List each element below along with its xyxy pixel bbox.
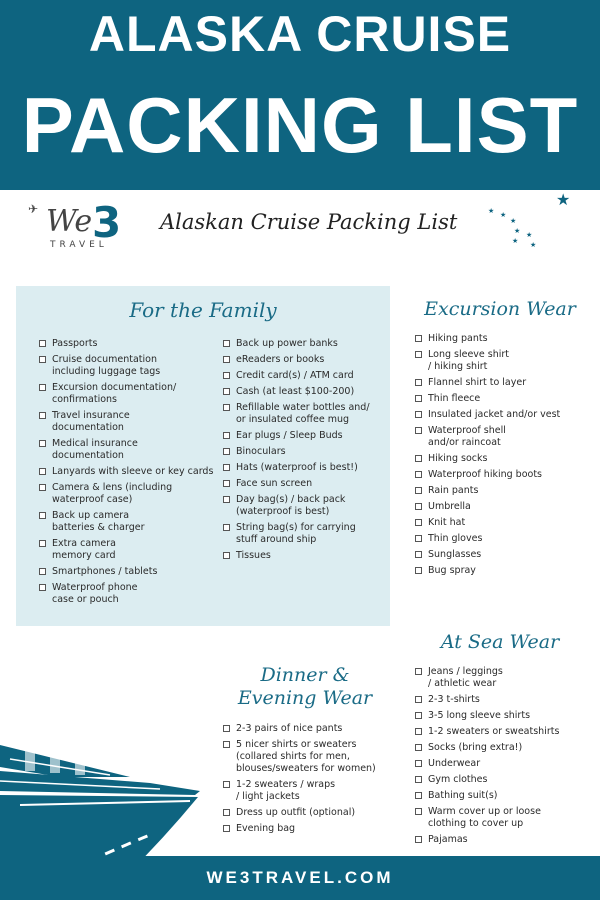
checklist-item-label: 2-3 pairs of nice pants	[236, 723, 343, 734]
checklist-item-label: Gym clothes	[428, 774, 488, 785]
checklist-item-label: Waterproof hiking boots	[428, 469, 542, 480]
checklist-item	[415, 710, 595, 722]
checkbox-icon	[415, 744, 422, 751]
checkbox-icon	[39, 568, 46, 575]
checkbox-icon	[223, 809, 230, 816]
checklist-item-label: Refillable water bottles and/ or insulated coffee mug	[236, 402, 370, 425]
checklist-item-label: Sunglasses	[428, 549, 482, 560]
checklist-item	[415, 565, 595, 577]
excursion-list	[415, 333, 595, 581]
dinner-list	[223, 723, 403, 839]
checklist-item	[415, 469, 595, 481]
checkbox-icon	[223, 496, 230, 503]
checklist-item	[415, 742, 595, 754]
checklist-item-label: Passports	[52, 338, 98, 349]
star-icon: ★	[510, 217, 517, 225]
checklist-item	[223, 522, 383, 546]
checkbox-icon	[39, 540, 46, 547]
checklist-item	[39, 510, 219, 534]
checklist-item-label: Jeans / leggings / athletic wear	[428, 666, 503, 689]
checklist-item-label: Rain pants	[428, 485, 479, 496]
checklist-item-label: Binoculars	[236, 446, 286, 457]
checklist-item-label: 1-2 sweaters / wraps / light jackets	[236, 779, 336, 802]
checklist-item-label: Excursion documentation/ confirmations	[52, 382, 177, 405]
checklist-item	[39, 382, 219, 406]
checkbox-icon	[223, 340, 230, 347]
checkbox-icon	[415, 776, 422, 783]
checklist-item-label: 2-3 t-shirts	[428, 694, 480, 705]
checklist-item-label: eReaders or books	[236, 354, 325, 365]
checklist-item-label: Thin gloves	[428, 533, 483, 544]
checklist-item	[415, 533, 595, 545]
logo-three: 3	[92, 198, 122, 247]
checklist-item-label: Lanyards with sleeve or key cards	[52, 466, 214, 477]
checkbox-icon	[39, 384, 46, 391]
checklist-item	[415, 834, 595, 846]
checklist-item-label: Travel insurance documentation	[52, 410, 130, 433]
checklist-item	[39, 338, 219, 350]
star-icon: ★	[488, 207, 495, 215]
checklist-item-label: Tissues	[236, 550, 271, 561]
checklist-item-label: Pajamas	[428, 834, 468, 845]
checkbox-icon	[39, 440, 46, 447]
dinner-title-line2: Evening Wear	[237, 687, 373, 709]
checklist-item-label: 3-5 long sleeve shirts	[428, 710, 531, 721]
banner-title-line1: ALASKA CRUISE	[88, 6, 512, 62]
checkbox-icon	[223, 448, 230, 455]
checklist-item-label: Cruise documentation including luggage tags	[52, 354, 161, 377]
checklist-item-label: Warm cover up or loose clothing to cover up	[428, 806, 541, 829]
checklist-item-label: Back up power banks	[236, 338, 338, 349]
checklist-item	[223, 462, 383, 474]
checkbox-icon	[415, 728, 422, 735]
checkbox-icon	[39, 356, 46, 363]
checklist-item	[415, 774, 595, 786]
checkbox-icon	[39, 340, 46, 347]
checklist-item-label: Socks (bring extra!)	[428, 742, 523, 753]
checklist-item-label: Insulated jacket and/or vest	[428, 409, 561, 420]
checklist-item	[223, 354, 383, 366]
checklist-item	[415, 453, 595, 465]
checkbox-icon	[39, 468, 46, 475]
document-title: Alaskan Cruise Packing List	[160, 210, 458, 234]
checklist-item-label: Hiking socks	[428, 453, 488, 464]
star-icon: ★	[556, 190, 571, 209]
star-icon: ★	[512, 237, 519, 245]
checklist-item	[223, 494, 383, 518]
checklist-item	[223, 739, 403, 775]
checkbox-icon	[223, 524, 230, 531]
atsea-section-title: At Sea Wear	[440, 631, 560, 653]
checklist-item	[39, 482, 219, 506]
checkbox-icon	[223, 356, 230, 363]
checklist-item	[223, 723, 403, 735]
title-banner	[0, 0, 600, 190]
checkbox-icon	[415, 712, 422, 719]
checkbox-icon	[39, 412, 46, 419]
checklist-item	[415, 758, 595, 770]
checkbox-icon	[223, 552, 230, 559]
checklist-item	[415, 485, 595, 497]
checklist-item	[223, 338, 383, 350]
checklist-item	[415, 694, 595, 706]
checkbox-icon	[223, 372, 230, 379]
airplane-icon: ✈	[28, 202, 39, 216]
excursion-section-title: Excursion Wear	[424, 298, 576, 320]
checklist-item-label: Knit hat	[428, 517, 466, 528]
checklist-item-label: Bathing suit(s)	[428, 790, 498, 801]
checkbox-icon	[415, 808, 422, 815]
checkbox-icon	[415, 836, 422, 843]
family-section-title: For the Family	[129, 298, 277, 322]
checklist-item	[415, 393, 595, 405]
checkbox-icon	[415, 395, 422, 402]
website-url: WE3TRAVEL.COM	[206, 868, 394, 887]
dinner-section-title	[220, 664, 390, 710]
checkbox-icon	[415, 567, 422, 574]
star-icon: ★	[530, 241, 537, 249]
checkbox-icon	[415, 455, 422, 462]
checklist-item	[39, 582, 219, 606]
checkbox-icon	[223, 464, 230, 471]
checklist-item	[39, 566, 219, 578]
checkbox-icon	[223, 725, 230, 732]
checklist-item	[223, 807, 403, 819]
checklist-item-label: Umbrella	[428, 501, 471, 512]
logo-we: We	[46, 204, 93, 239]
family-list-col1	[39, 338, 219, 610]
checklist-item	[415, 549, 595, 561]
checklist-item-label: Face sun screen	[236, 478, 313, 489]
checklist-item	[223, 430, 383, 442]
checklist-item	[415, 349, 595, 373]
checkbox-icon	[223, 388, 230, 395]
checklist-item-label: Medical insurance documentation	[52, 438, 138, 461]
checkbox-icon	[415, 535, 422, 542]
checklist-item	[415, 409, 595, 421]
checklist-item-label: Thin fleece	[428, 393, 481, 404]
checklist-item	[223, 823, 403, 835]
checkbox-icon	[39, 512, 46, 519]
checklist-item-label: Bug spray	[428, 565, 476, 576]
checkbox-icon	[415, 379, 422, 386]
checklist-item	[415, 666, 595, 690]
checklist-item	[223, 386, 383, 398]
checkbox-icon	[415, 471, 422, 478]
star-icon: ★	[514, 227, 521, 235]
checklist-item	[39, 354, 219, 378]
checkbox-icon	[39, 584, 46, 591]
checklist-item-label: Extra camera memory card	[52, 538, 116, 561]
banner-title-line2: PACKING LIST	[21, 81, 579, 169]
checklist-item-label: Waterproof shell and/or raincoat	[428, 425, 506, 448]
checkbox-icon	[415, 487, 422, 494]
checklist-item	[223, 550, 383, 562]
checklist-item	[415, 790, 595, 802]
checklist-item	[223, 402, 383, 426]
checklist-item	[415, 333, 595, 345]
checkbox-icon	[223, 781, 230, 788]
checklist-item-label: Ear plugs / Sleep Buds	[236, 430, 343, 441]
checklist-item-label: String bag(s) for carrying stuff around ship	[236, 522, 356, 545]
checklist-item	[223, 779, 403, 803]
checkbox-icon	[415, 551, 422, 558]
checkbox-icon	[223, 825, 230, 832]
checklist-item-label: Dress up outfit (optional)	[236, 807, 356, 818]
checklist-item	[39, 410, 219, 434]
checklist-item	[223, 478, 383, 490]
checklist-item	[39, 438, 219, 462]
checkbox-icon	[223, 432, 230, 439]
checkbox-icon	[223, 480, 230, 487]
checkbox-icon	[223, 404, 230, 411]
checklist-item-label: Evening bag	[236, 823, 296, 834]
dinner-title-line1: Dinner &	[260, 664, 350, 686]
checklist-item-label: Smartphones / tablets	[52, 566, 158, 577]
checklist-item	[415, 806, 595, 830]
checklist-item	[223, 370, 383, 382]
checklist-item-label: Waterproof phone case or pouch	[52, 582, 138, 605]
checkbox-icon	[415, 335, 422, 342]
checkbox-icon	[415, 351, 422, 358]
checklist-item-label: Day bag(s) / back pack (waterproof is best)	[236, 494, 346, 517]
star-constellation-icon	[484, 192, 574, 252]
checklist-item	[39, 466, 219, 478]
checkbox-icon	[415, 411, 422, 418]
checklist-item	[415, 726, 595, 738]
checkbox-icon	[39, 484, 46, 491]
checkbox-icon	[415, 760, 422, 767]
checklist-item	[415, 377, 595, 389]
checklist-item	[415, 517, 595, 529]
checklist-item-label: Back up camera batteries & charger	[52, 510, 145, 533]
checkbox-icon	[223, 741, 230, 748]
checklist-item-label: 1-2 sweaters or sweatshirts	[428, 726, 560, 737]
checklist-item-label: Camera & lens (including waterproof case)	[52, 482, 173, 505]
checklist-item-label: Cash (at least $100-200)	[236, 386, 355, 397]
checklist-item-label: Credit card(s) / ATM card	[236, 370, 354, 381]
checklist-item-label: Long sleeve shirt / hiking shirt	[428, 349, 510, 372]
atsea-list	[415, 666, 595, 850]
star-icon: ★	[500, 211, 507, 219]
checklist-item-label: Flannel shirt to layer	[428, 377, 527, 388]
we3-travel-logo	[28, 196, 138, 258]
star-icon: ★	[526, 231, 533, 239]
checkbox-icon	[415, 427, 422, 434]
checklist-item-label: Underwear	[428, 758, 481, 769]
checklist-item-label: Hiking pants	[428, 333, 488, 344]
checkbox-icon	[415, 792, 422, 799]
checkbox-icon	[415, 696, 422, 703]
logo-travel: TRAVEL	[50, 240, 108, 250]
checklist-item	[415, 501, 595, 513]
checkbox-icon	[415, 668, 422, 675]
checkbox-icon	[415, 503, 422, 510]
checklist-item-label: Hats (waterproof is best!)	[236, 462, 358, 473]
checklist-item	[39, 538, 219, 562]
footer-bar	[0, 856, 600, 900]
family-list-col2	[223, 338, 383, 566]
checklist-item-label: 5 nicer shirts or sweaters (collared shirts for men, blouses/sweaters for women)	[236, 739, 376, 774]
checkbox-icon	[415, 519, 422, 526]
checklist-item	[223, 446, 383, 458]
checklist-item	[415, 425, 595, 449]
